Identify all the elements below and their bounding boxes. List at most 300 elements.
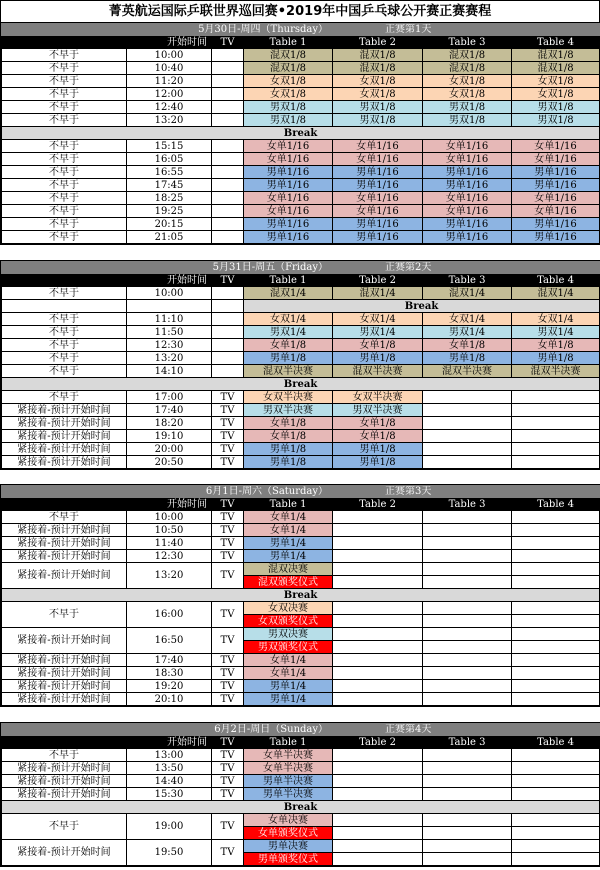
match-cell (512, 524, 600, 537)
tv-cell (212, 352, 244, 365)
schedule-row (2, 313, 600, 326)
tv-cell (212, 166, 244, 179)
match-cell: 混双1/4 (423, 287, 512, 300)
match-cell (512, 456, 600, 469)
break-row (2, 589, 600, 602)
start-time: 20:15 (127, 218, 212, 231)
match-cell: 混双1/8 (333, 62, 423, 75)
start-condition: 不早于 (2, 62, 127, 75)
table-break-row (2, 300, 600, 313)
tv-cell: TV (212, 814, 244, 840)
start-condition: 不早于 (2, 75, 127, 88)
schedule-row (2, 680, 600, 693)
match-cell: 男单1/16 (512, 218, 600, 231)
table-1-header: Table 1 (244, 498, 333, 511)
match-cell: 女单1/16 (244, 140, 333, 153)
match-cell (512, 430, 600, 443)
start-condition: 不早于 (2, 602, 127, 628)
table-1-header: Table 1 (244, 36, 333, 49)
tv-cell: TV (212, 404, 244, 417)
day-date: 5月31日-周五（Friday） (2, 262, 333, 274)
tv-cell (212, 313, 244, 326)
match-cell (423, 456, 512, 469)
match-cell (333, 680, 423, 693)
day-date: 6月1日-周六（Saturday） (2, 486, 333, 498)
table-4-header: Table 4 (512, 498, 600, 511)
match-cell (333, 511, 423, 524)
table-2-header: Table 2 (333, 498, 423, 511)
ceremony-cell: 男双颁奖仪式 (244, 641, 333, 654)
start-condition: 不早于 (2, 814, 127, 840)
start-time: 10:50 (127, 524, 212, 537)
schedule-row (2, 524, 600, 537)
schedule-row (2, 654, 600, 667)
final-match-cell: 男单决赛 (244, 840, 333, 853)
match-cell: 女双半决赛 (244, 391, 333, 404)
empty-cell (2, 300, 127, 313)
start-time: 19:00 (127, 814, 212, 840)
day-2-section (0, 260, 600, 470)
match-cell: 男双1/4 (244, 326, 333, 339)
match-cell (423, 563, 512, 576)
day-header (2, 724, 600, 736)
tv-cell: TV (212, 840, 244, 866)
tv-cell (212, 179, 244, 192)
start-condition: 不早于 (2, 391, 127, 404)
ceremony-cell: 男单颁奖仪式 (244, 853, 333, 866)
day-number: 正赛第1天 (333, 24, 600, 36)
start-condition: 不早于 (2, 511, 127, 524)
start-time: 10:40 (127, 62, 212, 75)
match-cell: 混双1/8 (423, 62, 512, 75)
match-cell: 女单1/8 (244, 430, 333, 443)
table-2-header: Table 2 (333, 274, 423, 287)
tv-cell (212, 140, 244, 153)
match-cell (333, 788, 423, 801)
match-cell (333, 693, 423, 706)
match-cell: 混双半决赛 (512, 365, 600, 378)
table-4-header: Table 4 (512, 274, 600, 287)
tv-cell (212, 218, 244, 231)
match-cell: 男单1/8 (333, 443, 423, 456)
match-cell (512, 654, 600, 667)
schedule-row (2, 166, 600, 179)
match-cell: 男单1/4 (244, 693, 333, 706)
match-cell (423, 524, 512, 537)
start-condition: 不早于 (2, 313, 127, 326)
start-time: 17:40 (127, 404, 212, 417)
tv-cell (212, 287, 244, 300)
match-cell (423, 667, 512, 680)
match-cell (512, 576, 600, 589)
tv-cell: TV (212, 430, 244, 443)
schedule-row (2, 231, 600, 244)
match-cell (333, 762, 423, 775)
start-condition: 不早于 (2, 231, 127, 244)
column-header-row (2, 736, 600, 749)
tv-cell: TV (212, 537, 244, 550)
match-cell: 混双1/4 (333, 287, 423, 300)
break-row (2, 127, 600, 140)
match-cell: 女单1/16 (512, 153, 600, 166)
match-cell (512, 563, 600, 576)
start-time: 11:10 (127, 313, 212, 326)
match-cell: 女单1/16 (423, 192, 512, 205)
match-cell: 女单半决赛 (244, 762, 333, 775)
match-cell: 混双1/4 (244, 287, 333, 300)
tv-cell (212, 114, 244, 127)
match-cell: 男双1/8 (512, 101, 600, 114)
match-cell: 女单1/16 (423, 140, 512, 153)
match-cell (423, 840, 512, 853)
match-cell: 男单1/16 (512, 179, 600, 192)
final-match-cell: 女双决赛 (244, 602, 333, 615)
match-cell (512, 667, 600, 680)
start-condition: 紧接着-预计开始时间 (2, 524, 127, 537)
break-row (2, 378, 600, 391)
match-cell: 男单1/8 (512, 352, 600, 365)
start-time: 13:20 (127, 352, 212, 365)
tv-cell (212, 192, 244, 205)
start-time: 16:00 (127, 602, 212, 628)
start-condition: 不早于 (2, 49, 127, 62)
start-time: 11:40 (127, 537, 212, 550)
match-cell: 男双1/4 (333, 326, 423, 339)
match-cell: 女双1/8 (423, 75, 512, 88)
match-cell: 混双1/8 (244, 49, 333, 62)
ceremony-cell: 女单颁奖仪式 (244, 827, 333, 840)
match-cell: 男单1/16 (423, 166, 512, 179)
schedule-row (2, 417, 600, 430)
start-time: 17:40 (127, 654, 212, 667)
start-time: 19:25 (127, 205, 212, 218)
tv-cell (212, 62, 244, 75)
match-cell: 男双1/8 (333, 101, 423, 114)
schedule-row (2, 456, 600, 469)
column-header-row (2, 274, 600, 287)
match-cell: 男双1/8 (423, 114, 512, 127)
start-condition: 不早于 (2, 88, 127, 101)
column-header-row (2, 498, 600, 511)
schedule-row (2, 840, 600, 853)
match-cell (512, 814, 600, 827)
match-cell: 女单1/16 (244, 192, 333, 205)
match-cell: 女单1/4 (244, 524, 333, 537)
match-cell (512, 602, 600, 615)
break-row (2, 801, 600, 814)
start-condition: 紧接着-预计开始时间 (2, 762, 127, 775)
match-cell: 男单1/16 (244, 218, 333, 231)
match-cell: 男单1/16 (423, 231, 512, 244)
match-cell: 混双半决赛 (333, 365, 423, 378)
start-condition: 紧接着-预计开始时间 (2, 417, 127, 430)
start-condition: 不早于 (2, 365, 127, 378)
tv-header: TV (212, 498, 244, 511)
match-cell: 女单1/16 (244, 153, 333, 166)
match-cell (512, 537, 600, 550)
match-cell (423, 788, 512, 801)
match-cell: 男单1/16 (333, 166, 423, 179)
table-4-header: Table 4 (512, 736, 600, 749)
schedule-row (2, 602, 600, 615)
schedule-row (2, 205, 600, 218)
schedule-row (2, 443, 600, 456)
tv-cell: TV (212, 667, 244, 680)
match-cell (423, 853, 512, 866)
start-condition: 紧接着-预计开始时间 (2, 775, 127, 788)
match-cell: 女单1/16 (512, 192, 600, 205)
match-cell: 女单1/8 (333, 417, 423, 430)
tv-cell: TV (212, 511, 244, 524)
start-time: 10:00 (127, 511, 212, 524)
start-condition: 不早于 (2, 192, 127, 205)
tv-cell (212, 326, 244, 339)
tv-header: TV (212, 736, 244, 749)
match-cell: 女单1/16 (333, 192, 423, 205)
match-cell: 女双1/4 (244, 313, 333, 326)
start-condition: 不早于 (2, 352, 127, 365)
match-cell: 女单1/16 (333, 140, 423, 153)
schedule-row (2, 101, 600, 114)
schedule-row (2, 352, 600, 365)
day-header (2, 24, 600, 36)
tv-cell: TV (212, 602, 244, 628)
day-header (2, 486, 600, 498)
start-condition: 紧接着-预计开始时间 (2, 693, 127, 706)
match-cell: 男双1/8 (244, 101, 333, 114)
match-cell: 男单1/8 (423, 352, 512, 365)
schedule-row (2, 628, 600, 641)
match-cell: 男单1/16 (244, 166, 333, 179)
match-cell: 男单1/16 (333, 218, 423, 231)
table-2-header: Table 2 (333, 36, 423, 49)
break-label: Break (2, 127, 600, 140)
tv-cell (212, 75, 244, 88)
start-time: 20:00 (127, 443, 212, 456)
match-cell: 男双1/4 (512, 326, 600, 339)
match-cell: 女单1/16 (244, 205, 333, 218)
match-cell: 男双1/8 (512, 114, 600, 127)
start-time: 16:50 (127, 628, 212, 654)
match-cell: 女双1/4 (512, 313, 600, 326)
match-cell: 女单1/8 (244, 339, 333, 352)
match-cell (423, 511, 512, 524)
schedule-row (2, 788, 600, 801)
start-condition: 紧接着-预计开始时间 (2, 563, 127, 589)
match-cell (423, 654, 512, 667)
match-cell (423, 391, 512, 404)
match-cell (512, 840, 600, 853)
match-cell (512, 693, 600, 706)
match-cell (333, 524, 423, 537)
match-cell (512, 827, 600, 840)
match-cell: 男单1/16 (333, 179, 423, 192)
match-cell: 男单半决赛 (244, 788, 333, 801)
match-cell (423, 417, 512, 430)
match-cell: 混双1/4 (512, 287, 600, 300)
day-number: 正赛第2天 (333, 262, 600, 274)
tv-cell (212, 231, 244, 244)
start-time-header: 开始时间 (2, 498, 212, 511)
start-time: 17:00 (127, 391, 212, 404)
match-cell (333, 563, 423, 576)
match-cell (512, 443, 600, 456)
final-match-cell: 男双决赛 (244, 628, 333, 641)
match-cell: 男单1/8 (333, 352, 423, 365)
start-time: 10:00 (127, 49, 212, 62)
match-cell (333, 667, 423, 680)
match-cell (512, 511, 600, 524)
start-time: 13:20 (127, 563, 212, 589)
match-cell: 混双1/8 (512, 62, 600, 75)
match-cell (512, 749, 600, 762)
start-time: 10:00 (127, 287, 212, 300)
start-condition: 不早于 (2, 287, 127, 300)
schedule-row (2, 537, 600, 550)
start-condition: 不早于 (2, 339, 127, 352)
tv-cell: TV (212, 456, 244, 469)
start-time-header: 开始时间 (2, 736, 212, 749)
match-cell: 男单1/8 (244, 443, 333, 456)
match-cell (512, 417, 600, 430)
match-cell (423, 443, 512, 456)
match-cell (423, 430, 512, 443)
start-time: 12:00 (127, 88, 212, 101)
schedule-row (2, 511, 600, 524)
match-cell (423, 602, 512, 615)
start-condition: 不早于 (2, 749, 127, 762)
match-cell: 男双1/4 (423, 326, 512, 339)
match-cell: 女单1/8 (244, 417, 333, 430)
tv-cell: TV (212, 550, 244, 563)
start-time: 20:10 (127, 693, 212, 706)
start-time: 11:50 (127, 326, 212, 339)
match-cell (333, 641, 423, 654)
schedule-row (2, 693, 600, 706)
match-cell (512, 615, 600, 628)
ceremony-cell: 混双颁奖仪式 (244, 576, 333, 589)
match-cell (423, 615, 512, 628)
start-time: 15:15 (127, 140, 212, 153)
tv-cell: TV (212, 391, 244, 404)
match-cell (423, 775, 512, 788)
match-cell: 女单1/16 (333, 153, 423, 166)
schedule-row (2, 114, 600, 127)
start-condition: 不早于 (2, 101, 127, 114)
schedule-row (2, 749, 600, 762)
match-cell: 女单1/16 (512, 205, 600, 218)
match-cell (333, 602, 423, 615)
tv-cell (212, 205, 244, 218)
table-3-header: Table 3 (423, 498, 512, 511)
match-cell (512, 853, 600, 866)
break-label: Break (2, 589, 600, 602)
match-cell (423, 404, 512, 417)
match-cell: 女单1/16 (333, 205, 423, 218)
match-cell (423, 762, 512, 775)
start-time: 11:20 (127, 75, 212, 88)
start-time: 18:20 (127, 417, 212, 430)
tv-cell: TV (212, 775, 244, 788)
match-cell: 女单1/16 (423, 153, 512, 166)
match-cell (333, 840, 423, 853)
start-time: 19:10 (127, 430, 212, 443)
match-cell: 男单1/4 (244, 537, 333, 550)
match-cell: 男双1/8 (333, 114, 423, 127)
tv-cell: TV (212, 654, 244, 667)
match-cell: 女单1/4 (244, 654, 333, 667)
empty-cell (127, 300, 212, 313)
match-cell: 混双1/8 (333, 49, 423, 62)
match-cell (333, 550, 423, 563)
match-cell: 混双1/8 (512, 49, 600, 62)
tv-cell (212, 339, 244, 352)
start-condition: 不早于 (2, 153, 127, 166)
match-cell: 女双1/8 (333, 75, 423, 88)
start-time: 16:05 (127, 153, 212, 166)
match-cell (423, 814, 512, 827)
match-cell (333, 628, 423, 641)
match-cell (512, 788, 600, 801)
match-cell (333, 537, 423, 550)
match-cell (423, 680, 512, 693)
match-cell (512, 680, 600, 693)
match-cell (423, 749, 512, 762)
day-number: 正赛第3天 (333, 486, 600, 498)
start-condition: 紧接着-预计开始时间 (2, 550, 127, 563)
match-cell (333, 827, 423, 840)
tv-cell: TV (212, 680, 244, 693)
schedule-row (2, 75, 600, 88)
break-label: Break (244, 300, 600, 313)
start-time: 18:25 (127, 192, 212, 205)
match-cell (423, 693, 512, 706)
day-date: 5月30日-周四（Thursday） (2, 24, 333, 36)
tv-cell: TV (212, 524, 244, 537)
schedule-row (2, 563, 600, 576)
start-time: 19:20 (127, 680, 212, 693)
match-cell (423, 550, 512, 563)
match-cell (423, 576, 512, 589)
tv-cell: TV (212, 762, 244, 775)
match-cell: 女双1/8 (244, 88, 333, 101)
schedule-row (2, 326, 600, 339)
match-cell (423, 641, 512, 654)
start-time: 20:50 (127, 456, 212, 469)
start-time: 12:30 (127, 550, 212, 563)
final-match-cell: 混双决赛 (244, 563, 333, 576)
start-condition: 紧接着-预计开始时间 (2, 654, 127, 667)
break-label: Break (2, 378, 600, 391)
match-cell (333, 654, 423, 667)
match-cell: 女单1/8 (333, 339, 423, 352)
table-4-header: Table 4 (512, 36, 600, 49)
schedule-row (2, 49, 600, 62)
match-cell: 女双1/8 (244, 75, 333, 88)
start-condition: 紧接着-预计开始时间 (2, 456, 127, 469)
match-cell: 男单1/8 (244, 352, 333, 365)
start-time: 17:45 (127, 179, 212, 192)
start-condition: 紧接着-预计开始时间 (2, 404, 127, 417)
match-cell (512, 404, 600, 417)
match-cell: 男单1/16 (423, 179, 512, 192)
schedule-row (2, 762, 600, 775)
start-time: 14:40 (127, 775, 212, 788)
match-cell: 男单1/8 (244, 456, 333, 469)
match-cell: 女单1/4 (244, 511, 333, 524)
start-condition: 不早于 (2, 140, 127, 153)
table-3-header: Table 3 (423, 274, 512, 287)
